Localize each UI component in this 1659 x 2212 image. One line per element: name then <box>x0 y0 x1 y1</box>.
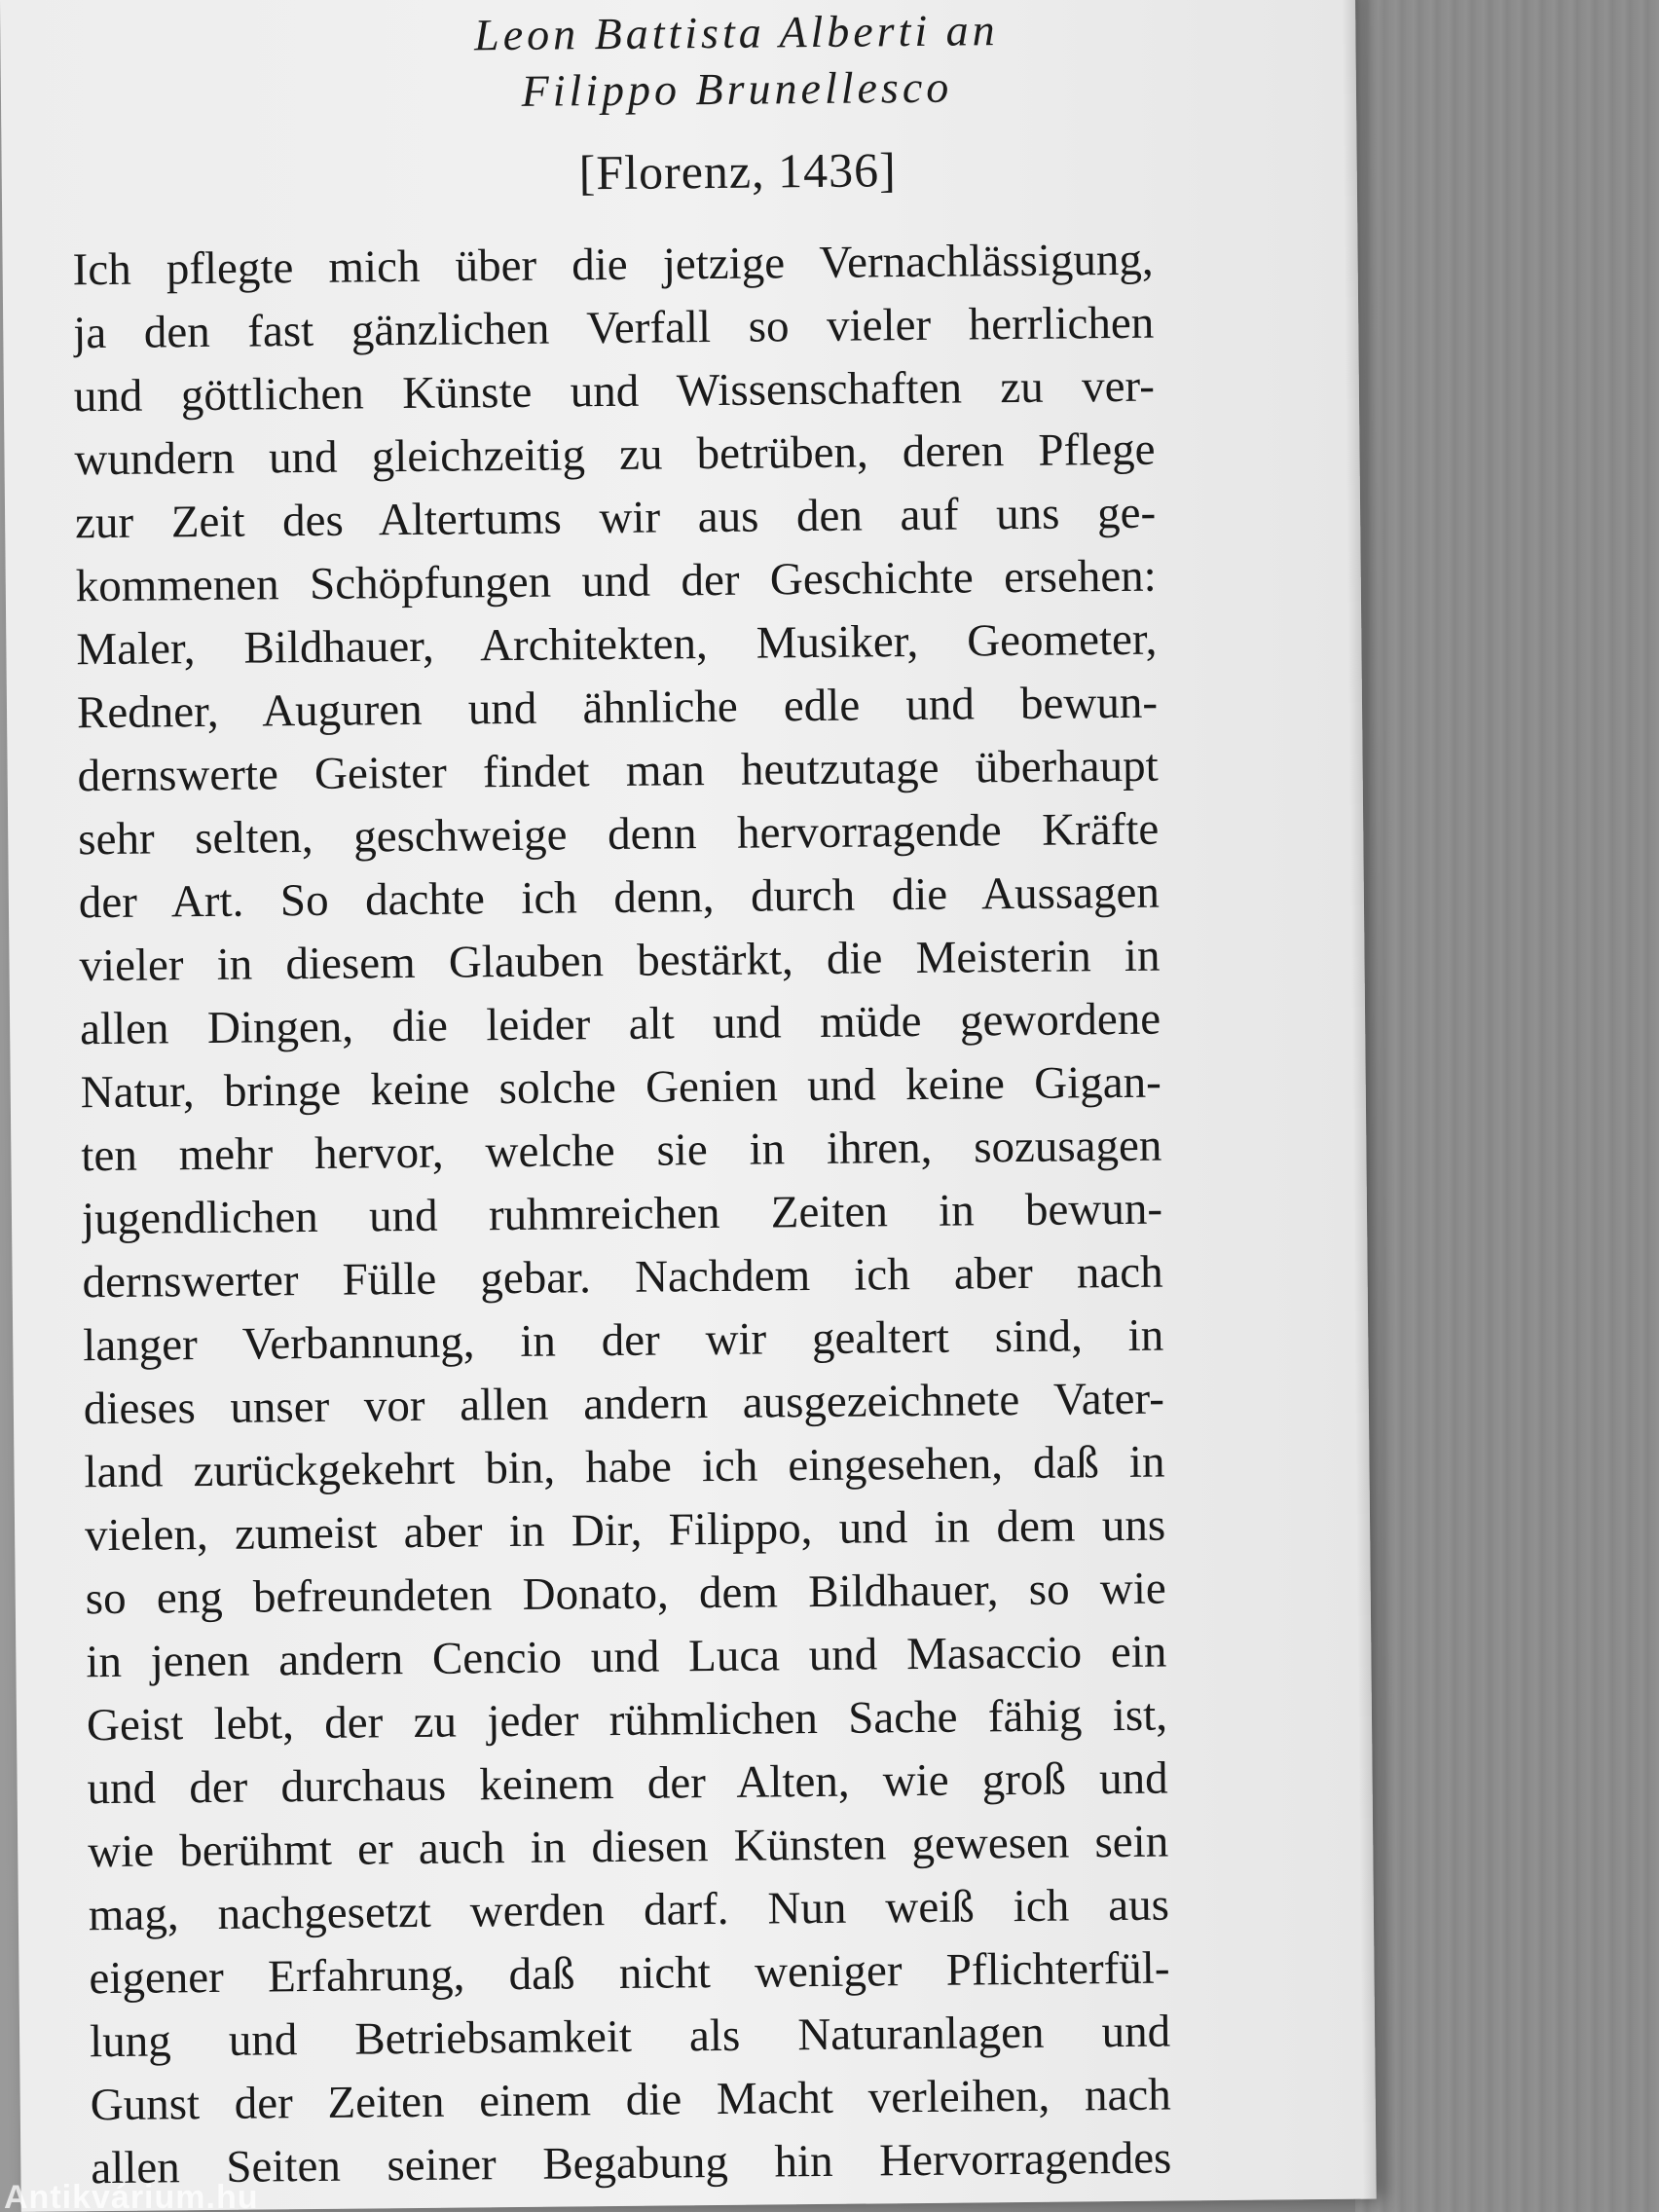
text-line: und der durchaus keinem der Alten, wie groß und <box>87 1752 1168 1815</box>
text-line: ja den fast gänzlichen Verfall so vieler herrlichen <box>73 297 1155 359</box>
text-line: langer Verbannung, in der wir gealtert sind, in <box>83 1309 1164 1372</box>
text-line: dieses unser vor allen andern ausgezeichnete Vater- <box>83 1373 1165 1435</box>
text-line: und göttlichen Künste und Wissenschaften zu ver- <box>73 360 1156 423</box>
text-line: eigener Erfahrung, daß nicht weniger Pflichterfül- <box>89 1942 1170 2005</box>
facing-page-edge <box>1355 0 1659 2212</box>
watermark: Antikvárium.hu <box>4 2183 259 2212</box>
text-line: vielen, zumeist aber in Dir, Filippo, und in dem uns <box>84 1499 1166 1562</box>
text-line: sehr selten, geschweige denn hervorragende Kräfte <box>78 803 1160 866</box>
text-line: zur Zeit des Altertums wir aus den auf uns ge- <box>74 487 1157 549</box>
text-line: lung und Betriebsamkeit als Naturanlagen und <box>89 2006 1171 2068</box>
text-line: in jenen andern Cencio und Luca und Masaccio ein <box>86 1626 1167 1688</box>
text-line: allen Dingen, die leider alt und müde gewordene <box>79 993 1161 1055</box>
text-line: wie berühmt er auch in diesen Künsten gewesen sein <box>88 1816 1169 1878</box>
text-line: land zurückgekehrt bin, habe ich eingesehen, daß in <box>84 1436 1165 1498</box>
text-line: allen Seiten seiner Begabung hin Hervorragendes <box>91 2132 1172 2194</box>
text-line: vieler in diesem Glauben bestärkt, die Meisterin in <box>79 930 1161 992</box>
letter-body <box>72 229 1171 2201</box>
text-line: Gunst der Zeiten einem die Macht verleihen, nach <box>90 2069 1171 2131</box>
text-line: wundern und gleichzeitig zu betrüben, deren Pflege <box>74 424 1156 486</box>
text-line: der Art. So dachte ich denn, durch die Aussagen <box>78 866 1161 929</box>
letter-heading-recipient: Filippo Brunellesco <box>521 61 953 116</box>
text-line: ten mehr hervor, welche sie in ihren, sozusagen <box>81 1120 1162 1182</box>
letter-place-date: [Florenz, 1436] <box>578 142 897 201</box>
text-line: Ich pflegte mich über die jetzige Vernachlässigung, <box>72 234 1154 296</box>
letter-heading-sender: Leon Battista Alberti an <box>473 5 999 60</box>
text-line: mag, nachgesetzt werden darf. Nun weiß ich aus <box>88 1879 1170 1941</box>
text-line: so eng befreundeten Donato, dem Bildhauer, so wie <box>85 1563 1166 1625</box>
text-line: kommenen Schöpfungen und der Geschichte ersehen: <box>75 550 1157 612</box>
text-line: Geist lebt, der zu jeder rühmlichen Sache fähig ist, <box>86 1689 1168 1751</box>
text-line: Maler, Bildhauer, Architekten, Musiker, Geometer, <box>76 613 1158 676</box>
text-line: Redner, Auguren und ähnliche edle und bewun- <box>76 677 1159 739</box>
text-line: dernswerter Fülle gebar. Nachdem ich aber nach <box>82 1246 1163 1309</box>
text-line: Natur, bringe keine solche Genien und keine Gigan- <box>80 1056 1161 1119</box>
text-line: dernswerte Geister findet man heutzutage überhaupt <box>77 740 1159 802</box>
text-line: jugendlichen und ruhmreichen Zeiten in bewun- <box>81 1183 1163 1245</box>
